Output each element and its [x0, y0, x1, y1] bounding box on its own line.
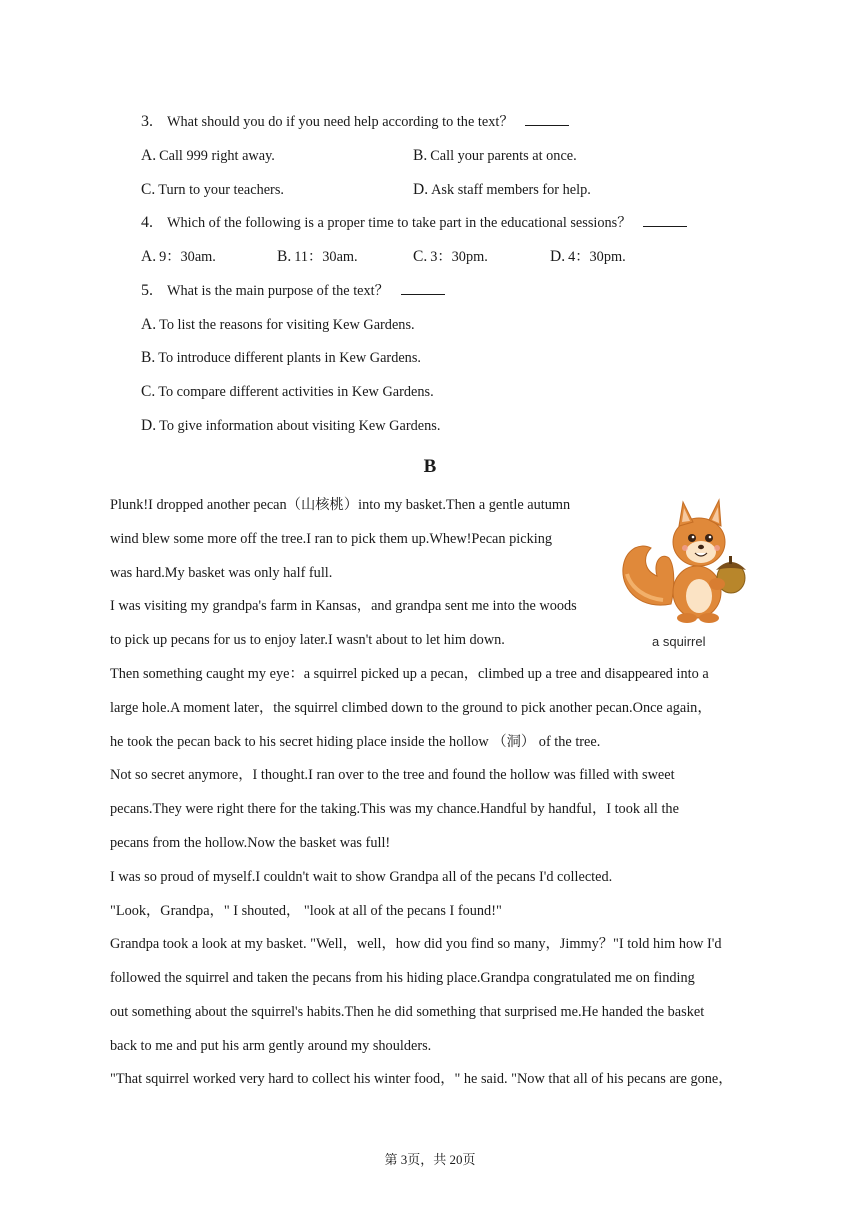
option-text: To introduce different plants in Kew Gardens.: [158, 350, 421, 366]
passage-line: pecans.They were right there for the taking.This was my chance.Handful by handful，I took all the: [110, 801, 679, 817]
image-caption: a squirrel: [652, 634, 706, 649]
passage-line: large hole.A moment later，the squirrel climbed down to the ground to pick another pecan.Once again，: [110, 700, 712, 716]
option-letter: A.: [141, 147, 157, 164]
option-text: 9：30am.: [159, 249, 216, 265]
squirrel-illustration: [613, 492, 755, 626]
option-text: To compare different activities in Kew Gardens.: [158, 384, 434, 400]
option-letter: C.: [141, 181, 156, 198]
section-title: B: [423, 456, 437, 477]
question-number: 3.: [141, 113, 153, 130]
passage-line: back to me and put his arm gently around my shoulders.: [110, 1038, 432, 1054]
passage-line: I was visiting my grandpa's farm in Kansas，and grandpa sent me into the woods: [110, 598, 577, 614]
question-text: What should you do if you need help according to the text？: [167, 114, 514, 130]
page-footer: 第 3页，共 20页: [384, 1152, 476, 1167]
option-letter: D.: [141, 417, 157, 434]
option-letter: D.: [550, 248, 566, 265]
passage-line: followed the squirrel and taken the pecans from his hiding place.Grandpa congratulated me on finding: [110, 970, 695, 986]
passage-line: to pick up pecans for us to enjoy later.I wasn't about to let him down.: [110, 632, 505, 648]
passage-line: Then something caught my eye：a squirrel picked up a pecan，climbed up a tree and disappeared into a: [110, 666, 709, 682]
option-3a: [141, 147, 275, 165]
passage-line: out something about the squirrel's habits.Then he did something that surprised me.He handed the basket: [110, 1004, 705, 1020]
question-text: What is the main purpose of the text？: [167, 283, 389, 299]
option-text: Call 999 right away.: [159, 148, 275, 164]
option-5d: [141, 417, 440, 435]
passage-line: Grandpa took a look at my basket. "Well，well，how did you find so many，Jimmy？"I told him how I'd: [110, 936, 722, 952]
option-4a: [141, 248, 216, 266]
passage-line: Not so secret anymore，I thought.I ran over to the tree and found the hollow was filled with sweet: [110, 767, 675, 783]
option-3b: [413, 147, 577, 165]
passage-line: pecans from the hollow.Now the basket was full!: [110, 835, 391, 851]
option-text: Turn to your teachers.: [158, 182, 284, 198]
passage-line: was hard.My basket was only half full.: [110, 565, 333, 581]
option-5a: [141, 316, 415, 334]
question-4: [141, 214, 687, 232]
option-5c: [141, 383, 434, 401]
option-letter: D.: [413, 181, 429, 198]
option-4d: [550, 248, 626, 266]
option-text: Call your parents at once.: [430, 148, 577, 164]
option-4c: [413, 248, 488, 266]
question-text: Which of the following is a proper time to take part in the educational sessions？: [167, 215, 632, 231]
option-3d: [413, 181, 591, 199]
option-letter: A.: [141, 248, 157, 265]
option-letter: C.: [413, 248, 428, 265]
passage-line: "Look，Grandpa，" I shouted， "look at all of the pecans I found!": [110, 903, 502, 919]
answer-blank[interactable]: [643, 214, 687, 227]
option-text: To list the reasons for visiting Kew Gardens.: [159, 317, 415, 333]
option-letter: A.: [141, 316, 157, 333]
option-letter: B.: [413, 147, 428, 164]
passage-line: I was so proud of myself.I couldn't wait to show Grandpa all of the pecans I'd collected.: [110, 869, 613, 885]
option-letter: C.: [141, 383, 156, 400]
passage-line: "That squirrel worked very hard to collect his winter food，" he said. "Now that all of his pecans are gone，: [110, 1071, 733, 1087]
option-letter: B.: [277, 248, 292, 265]
answer-blank[interactable]: [401, 282, 445, 295]
option-text: 4：30pm.: [568, 249, 626, 265]
option-text: To give information about visiting Kew Gardens.: [159, 418, 441, 434]
passage-line: he took the pecan back to his secret hiding place inside the hollow （洞） of the tree.: [110, 734, 601, 750]
option-text: 3：30pm.: [430, 249, 488, 265]
option-text: 11：30am.: [294, 249, 358, 265]
answer-blank[interactable]: [525, 113, 569, 126]
passage-line: Plunk!I dropped another pecan（山核桃）into my basket.Then a gentle autumn: [110, 497, 571, 513]
option-text: Ask staff members for help.: [431, 182, 591, 198]
question-number: 4.: [141, 214, 153, 231]
passage-line: wind blew some more off the tree.I ran to pick them up.Whew!Pecan picking: [110, 531, 553, 547]
question-number: 5.: [141, 282, 153, 299]
question-3: [141, 113, 569, 131]
option-3c: [141, 181, 284, 199]
option-4b: [277, 248, 358, 266]
option-5b: [141, 349, 421, 367]
option-letter: B.: [141, 349, 156, 366]
question-5: [141, 282, 445, 300]
